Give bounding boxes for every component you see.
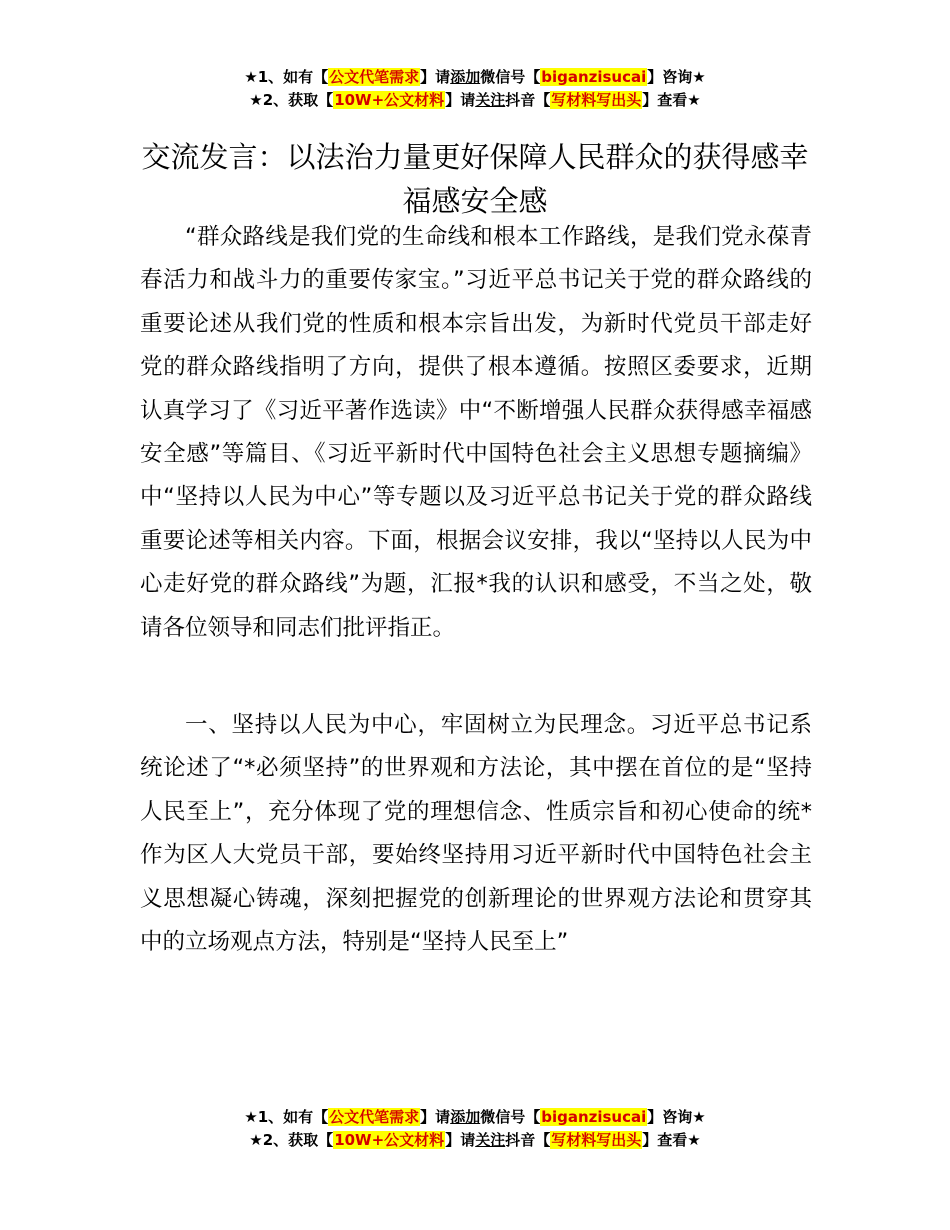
banner-emphasis: 添加 [450, 68, 481, 86]
highlight-wechat-id: biganzisucai [541, 1108, 647, 1126]
banner-line-1 [0, 66, 950, 89]
banner-text: 】查看★ [642, 91, 701, 109]
highlight-wechat-id: biganzisucai [541, 68, 647, 86]
banner-emphasis: 关注 [475, 1131, 506, 1149]
header-banner [0, 66, 950, 112]
banner-text: ★2、获取【 [249, 91, 334, 109]
banner-emphasis: 添加 [450, 1108, 481, 1126]
highlight-douyin: 写材料写出头 [551, 91, 642, 109]
banner-text: 】请 [420, 68, 451, 86]
banner-text: ★1、如有【 [244, 1108, 329, 1126]
document-title: 交流发言：以法治力量更好保障人民群众的获得感幸福感安全感 [141, 140, 809, 219]
body-section-intro [140, 216, 812, 650]
banner-text: ★2、获取【 [249, 1131, 334, 1149]
banner-text: 】咨询★ [647, 1108, 706, 1126]
banner-line-2 [0, 1129, 950, 1152]
footer-banner [0, 1106, 950, 1152]
banner-line-2 [0, 89, 950, 112]
banner-text: 抖音【 [505, 1131, 551, 1149]
banner-text: 微信号【 [480, 1108, 541, 1126]
highlight-materials: 10W+公文材料 [334, 1131, 445, 1149]
highlight-douyin: 写材料写出头 [551, 1131, 642, 1149]
highlight-service: 公文代笔需求 [329, 68, 420, 86]
banner-text: 】请 [420, 1108, 451, 1126]
banner-line-1 [0, 1106, 950, 1129]
paragraph-section-one: 一、坚持以人民为中心，牢固树立为民理念。习近平总书记系统论述了“*必须坚持”的世界观和方法论，其中摆在首位的是“坚持人民至上”，充分体现了党的理想信念、性质宗旨和初心使命的统*作为区人大党员干部，要始终坚持用习近平新时代中国特色社会主义思想凝心铸魂，深刻把握党的创新理论的世界观方法论和贯穿其中的立场观点方法，特别是“坚持人民至上” [140, 712, 812, 956]
highlight-service: 公文代笔需求 [329, 1108, 420, 1126]
banner-text: 微信号【 [480, 68, 541, 86]
banner-text: 】请 [445, 91, 476, 109]
body-section-one [140, 704, 812, 964]
highlight-materials: 10W+公文材料 [334, 91, 445, 109]
banner-emphasis: 关注 [475, 91, 506, 109]
banner-text: 】咨询★ [647, 68, 706, 86]
banner-text: ★1、如有【 [244, 68, 329, 86]
banner-text: 抖音【 [505, 91, 551, 109]
banner-text: 】查看★ [642, 1131, 701, 1149]
paragraph-intro: “群众路线是我们党的生命线和根本工作路线，是我们党永葆青春活力和战斗力的重要传家宝。”习近平总书记关于党的群众路线的重要论述从我们党的性质和根本宗旨出发，为新时代党员干部走好党的群众路线指明了方向，提供了根本遵循。按照区委要求，近期认真学习了《习近平著作选读》中“不断增强人民群众获得感幸福感安全感”等篇目、《习近平新时代中国特色社会主义思想专题摘编》中“坚持以人民为中心”等专题以及习近平总书记关于党的群众路线重要论述等相关内容。下面，根据会议安排，我以“坚持以人民为中心走好党的群众路线”为题，汇报*我的认识和感受，不当之处，敬请各位领导和同志们批评指正。 [140, 224, 812, 641]
banner-text: 】请 [445, 1131, 476, 1149]
